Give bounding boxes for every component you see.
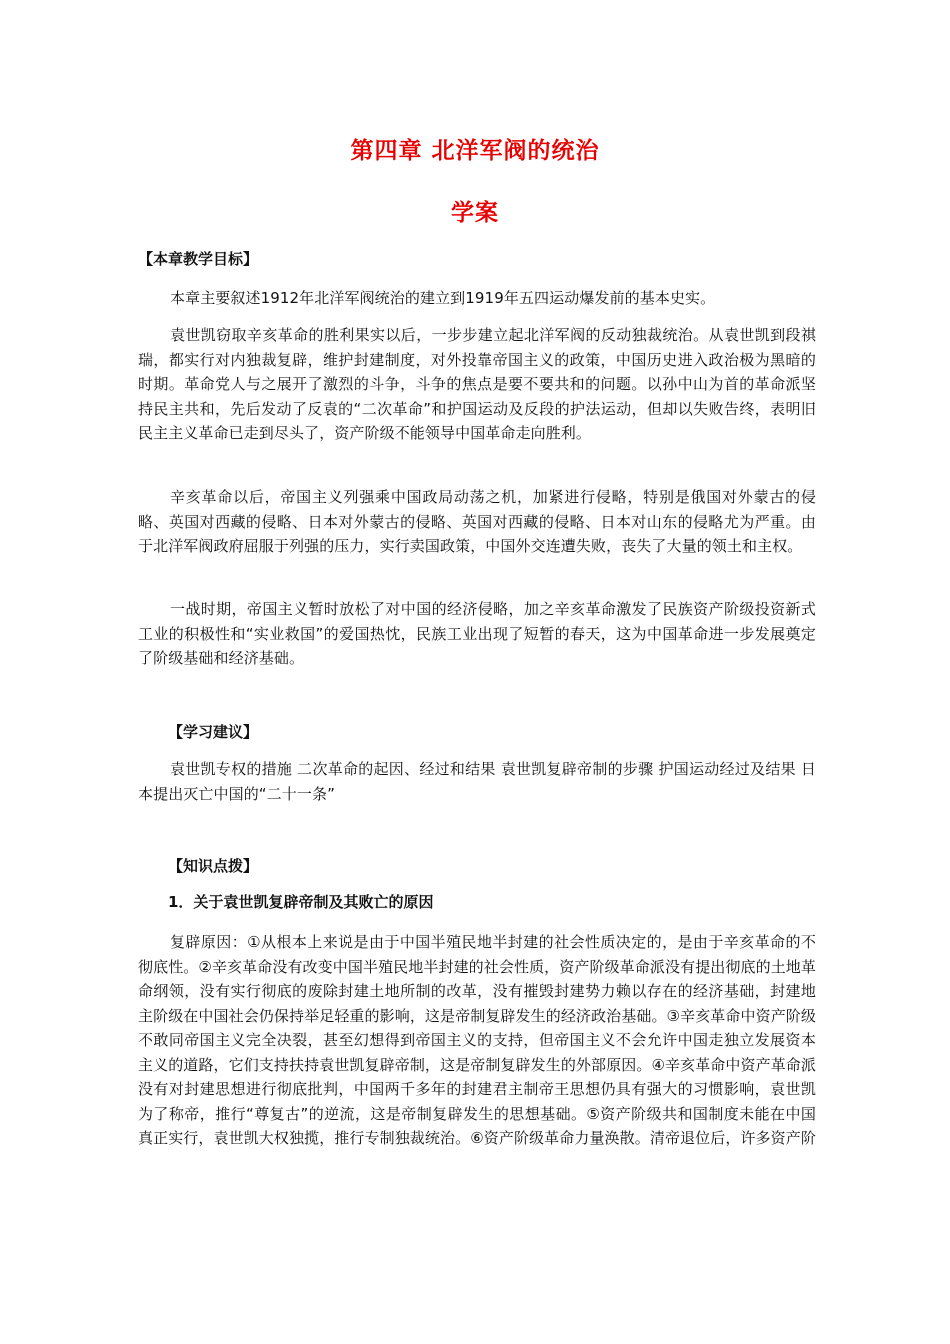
document-title: 第四章 北洋军阀的统治	[350, 138, 600, 164]
document-subtitle: 学案	[451, 200, 499, 226]
objectives-heading: 【本章教学目标】	[138, 250, 259, 268]
knowledge-heading: 【知识点拨】	[168, 857, 259, 875]
objectives-paragraph-1: 本章主要叙述1912年北洋军阀统治的建立到1919年五四运动爆发前的基本史实。	[170, 289, 716, 307]
suggestions-heading: 【学习建议】	[168, 723, 259, 741]
knowledge-item-heading: 1．关于袁世凯复辟帝制及其败亡的原因	[168, 893, 434, 911]
suggestions-paragraph: 袁世凯专权的措施 二次革命的起因、经过和结果 袁世凯复辟帝制的步骤 护国运动经过及结果 日本提出灭亡中国的“二十一条”	[138, 760, 816, 803]
objectives-paragraph-2: 袁世凯窃取辛亥革命的胜利果实以后，一步步建立起北洋军阀的反动独裁统治。从袁世凯到段祺瑞，都实行对内独裁复辟，维护封建制度，对外投靠帝国主义的政策，中国历史进入政治极为黑暗的时期。革命党人与之展开了激烈的斗争，斗争的焦点是要不要共和的问题。以孙中山为首的革命派坚持民主共和，先后发动了反袁的“二次革命”和护国运动及反段的护法运动，但却以失败告终，表明旧民主主义革命已走到尽头了，资产阶级不能领导中国革命走向胜利。	[138, 326, 816, 442]
knowledge-item-paragraph: 复辟原因：①从根本上来说是由于中国半殖民地半封建的社会性质决定的，是由于辛亥革命的不彻底性。②辛亥革命没有改变中国半殖民地半封建的社会性质，资产阶级革命派没有提出彻底的土地革命纲领，没有实行彻底的废除封建土地所制的改革，没有摧毁封建势力赖以存在的经济基础，封建地主阶级在中国社会仍保持举足轻重的影响，这是帝制复辟发生的经济政治基础。③辛亥革命中资产阶级不敢同帝国主义完全决裂，甚至幻想得到帝国主义的支持，但帝国主义不会允许中国走独立发展资本主义的道路，它们支持扶持袁世凯复辟帝制，这是帝制复辟发生的外部原因。④辛亥革命中资产革命派没有对封建思想进行彻底批判，中国两千多年的封建君主制帝王思想仍具有强大的习惯影响，袁世凯为了称帝，推行“尊复古”的逆流，这是帝制复辟发生的思想基础。⑤资产阶级共和国制度未能在中国真正实行，袁世凯大权独揽，推行专制独裁统治。⑥资产阶级革命力量涣散。清帝退位后，许多资产阶	[138, 933, 816, 1147]
objectives-paragraph-3: 辛亥革命以后，帝国主义列强乘中国政局动荡之机，加紧进行侵略，特别是俄国对外蒙古的侵略、英国对西藏的侵略、日本对外蒙古的侵略、英国对西藏的侵略、日本对山东的侵略尤为严重。由于北洋军阀政府屈服于列强的压力，实行卖国政策，中国外交连遭失败，丧失了大量的领土和主权。	[138, 488, 816, 555]
objectives-paragraph-4: 一战时期，帝国主义暂时放松了对中国的经济侵略，加之辛亥革命激发了民族资产阶级投资新式工业的积极性和“实业救国”的爱国热忱，民族工业出现了短暂的春天，这为中国革命进一步发展奠定了阶级基础和经济基础。	[138, 600, 816, 667]
